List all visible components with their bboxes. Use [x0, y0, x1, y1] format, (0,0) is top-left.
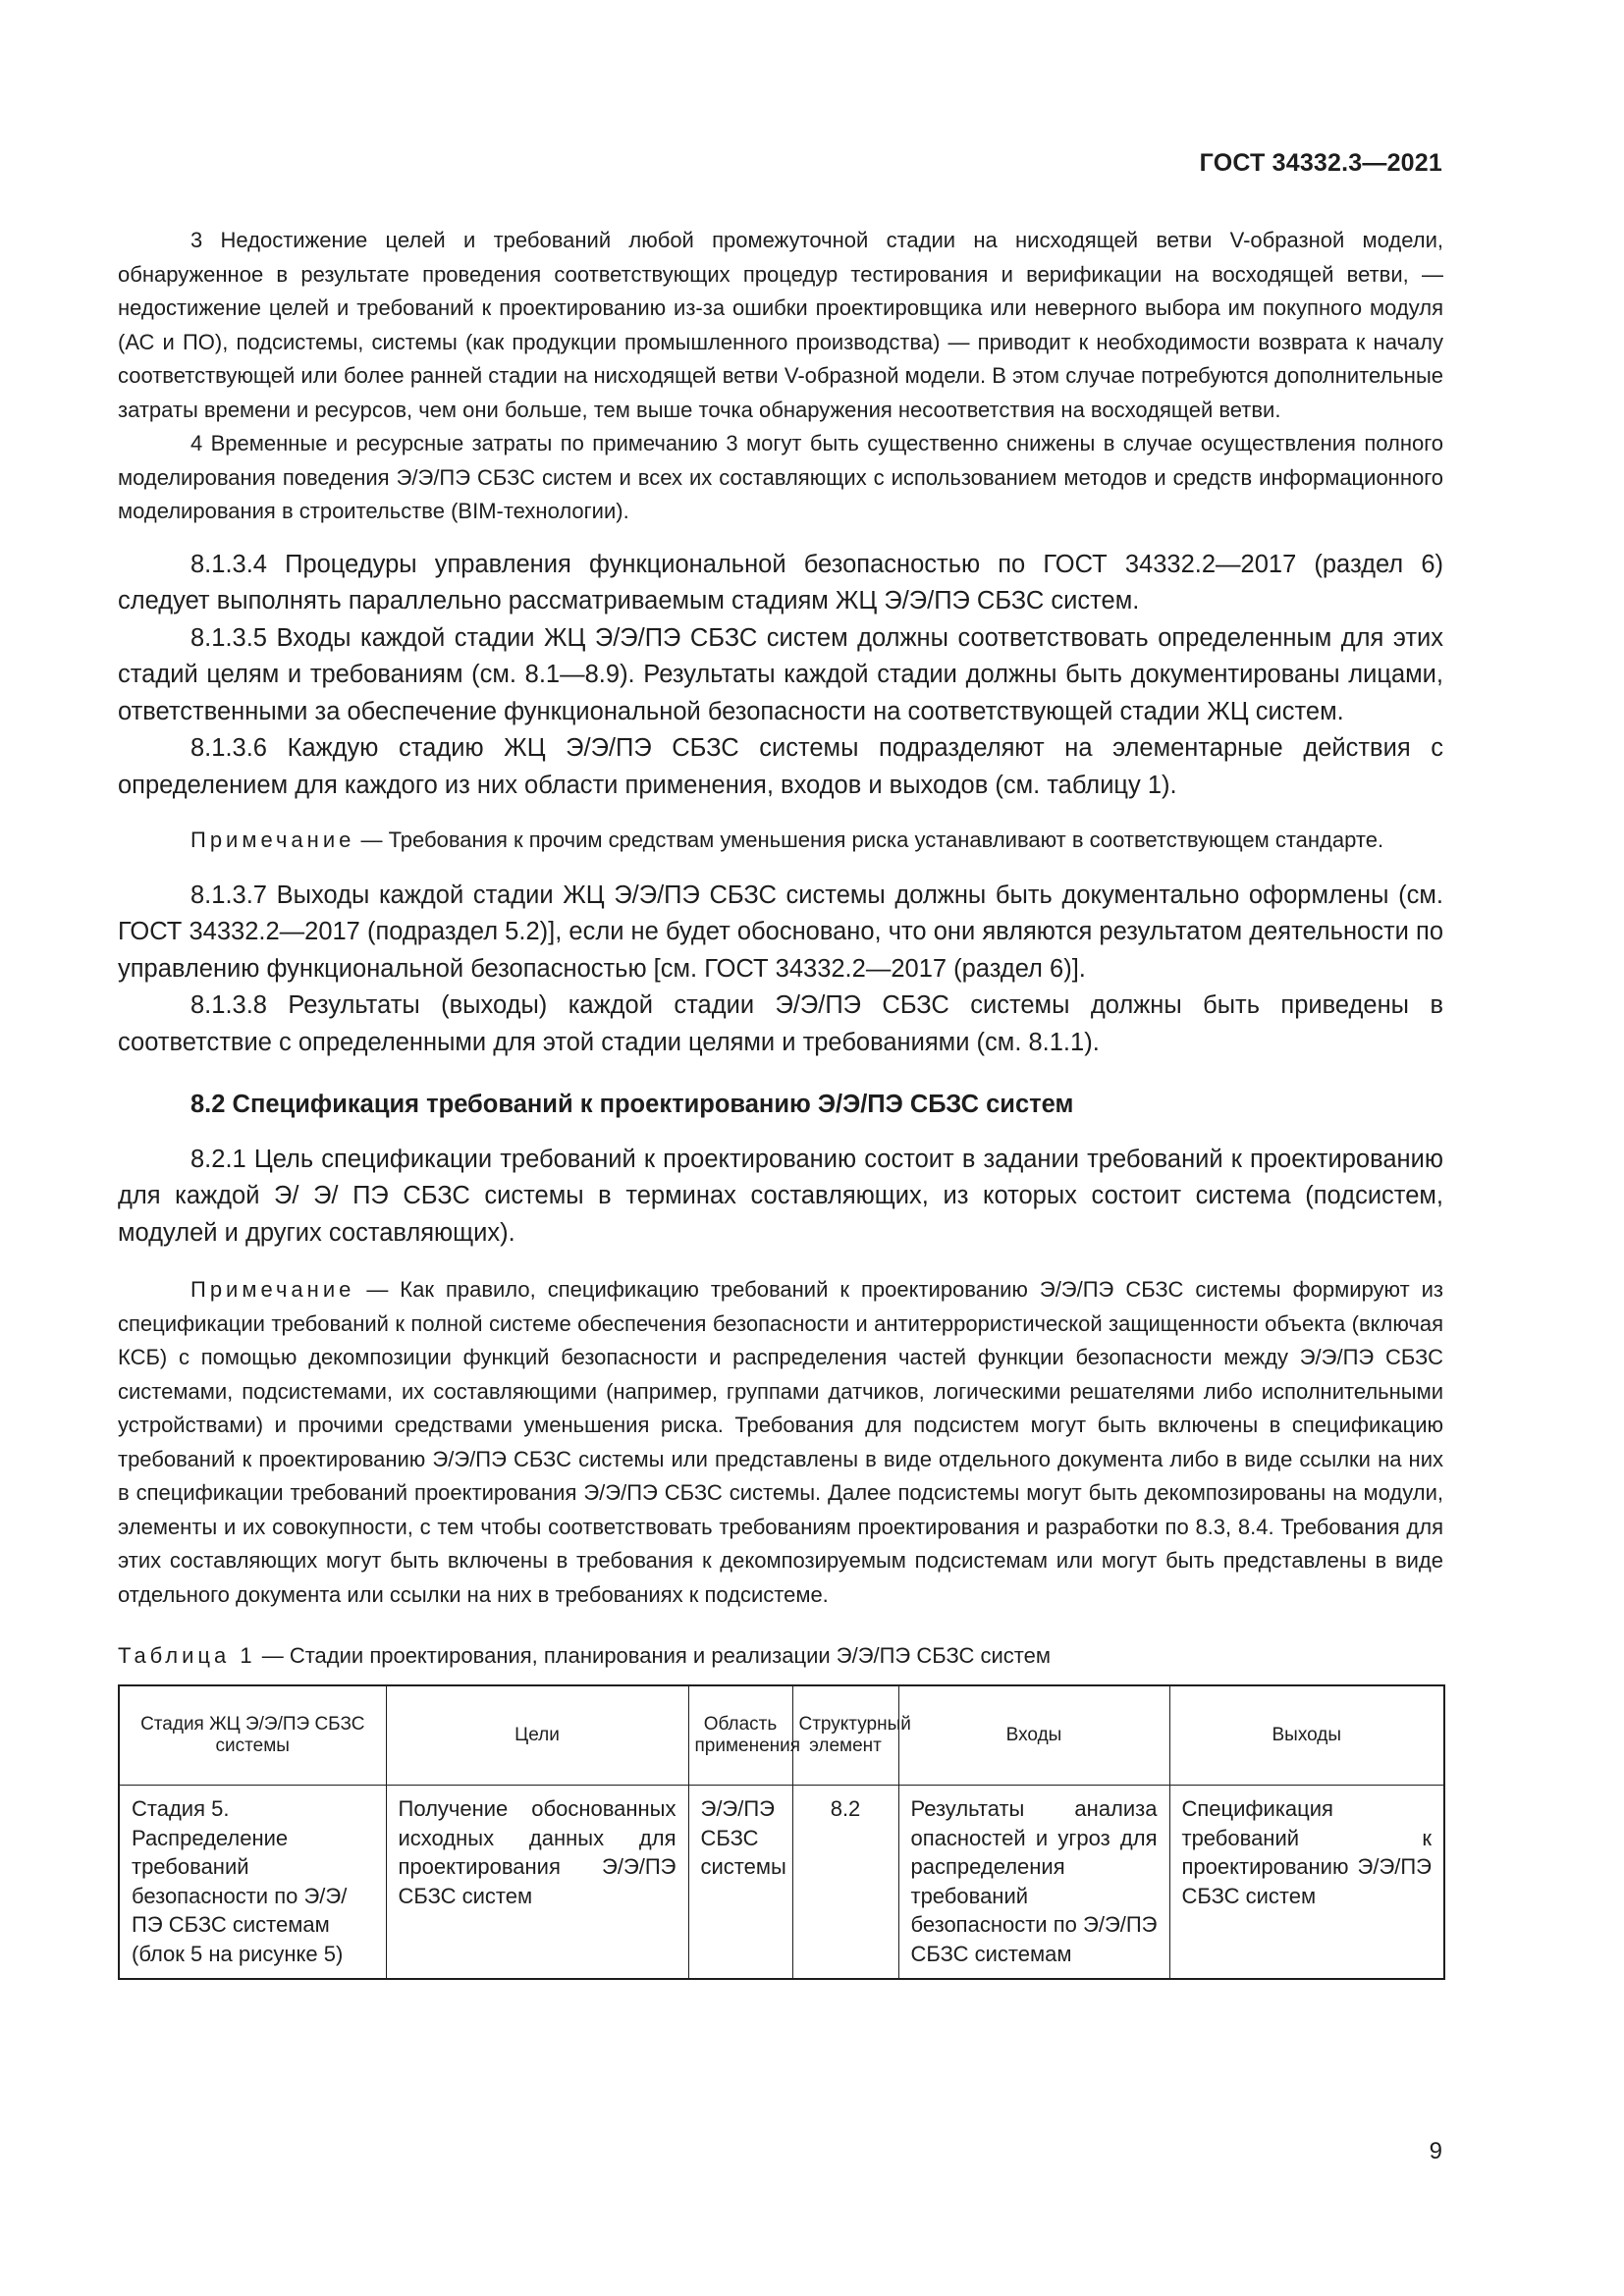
cell-stage: Стадия 5. Распределение требований безопасности по Э/Э/ПЭ СБЗС системам (блок 5 на рисунке 5)	[119, 1786, 386, 1980]
cell-element: 8.2	[792, 1786, 898, 1980]
header-scope: Область применения	[688, 1685, 792, 1786]
note-label: Примечание	[190, 1277, 355, 1302]
page-number: 9	[1429, 2138, 1442, 2164]
page-content	[118, 224, 1443, 1980]
table-caption-text: — Стадии проектирования, планирования и реализации Э/Э/ПЭ СБЗС систем	[255, 1643, 1051, 1668]
header-element: Структурный элемент	[792, 1685, 898, 1786]
clause-8-1-3-5: 8.1.3.5 Входы каждой стадии ЖЦ Э/Э/ПЭ СБЗС систем должны соответствовать определенным для этих стадий целям и требованиям (см. 8.1—8.9). Результаты каждой стадии должны быть документированы лицами, ответственными за обеспечение функциональной безопасности на соответствующей стадии ЖЦ систем.	[118, 623, 1443, 725]
cell-outputs: Спецификация требований к проектированию Э/Э/ПЭ СБЗС систем	[1169, 1786, 1444, 1980]
document-id-header: ГОСТ 34332.3—2021	[1199, 149, 1442, 177]
clause-8-1-3-4: 8.1.3.4 Процедуры управления функциональной безопасностью по ГОСТ 34332.2—2017 (раздел 6) следует выполнять параллельно рассматриваемым стадиям ЖЦ Э/Э/ПЭ СБЗС систем.	[118, 550, 1443, 614]
table-caption-label: Таблица 1	[118, 1643, 256, 1668]
clause-8-1-3-6: 8.1.3.6 Каждую стадию ЖЦ Э/Э/ПЭ СБЗС системы подразделяют на элементарные действия с определением для каждого из них области применения, входов и выходов (см. таблицу 1).	[118, 734, 1443, 799]
cell-goals: Получение обоснованных исходных данных для проектирования Э/Э/ПЭ СБЗС систем	[386, 1786, 688, 1980]
cell-inputs: Результаты анализа опасностей и угроз для распределения требований безопасности по Э/Э/ПЭ СБЗС системам	[898, 1786, 1169, 1980]
header-goals: Цели	[386, 1685, 688, 1786]
clause-8-1-3-8: 8.1.3.8 Результаты (выходы) каждой стадии Э/Э/ПЭ СБЗС системы должны быть приведены в соответствие с определенными для этой стадии целями и требованиями (см. 8.1.1).	[118, 991, 1443, 1056]
note-3: 3 Недостижение целей и требований любой промежуточной стадии на нисходящей ветви V-образной модели, обнаруженное в результате проведения соответствующих процедур тестирования и верификации на восходящей ветви, — недостижение целей и требований к проектированию из-за ошибки проектировщика или неверного выбора им покупного модуля (АС и ПО), подсистемы, системы (как продукции промышленного производства) — приводит к необходимости возврата к началу соответствующей или более ранней стадии на нисходящей ветви V-образной модели. В этом случае потребуются дополнительные затраты времени и ресурсов, чем они больше, тем выше точка обнаружения несоответствия на восходящей ветви.	[118, 228, 1443, 422]
clause-8-1-3-7: 8.1.3.7 Выходы каждой стадии ЖЦ Э/Э/ПЭ СБЗС системы должны быть документально оформлены (см. ГОСТ 34332.2—2017 (подраздел 5.2)], если не будет обосновано, что они являются результатом деятельности по управлению функциональной безопасностью [см. ГОСТ 34332.2—2017 (раздел 6)].	[118, 881, 1443, 983]
table-row	[119, 1786, 1444, 1980]
note-label: Примечание	[190, 828, 355, 852]
table-header-row	[119, 1685, 1444, 1786]
note-clause-8-1-3-6	[118, 824, 1443, 858]
header-inputs: Входы	[898, 1685, 1169, 1786]
header-stage: Стадия ЖЦ Э/Э/ПЭ СБЗС системы	[119, 1685, 386, 1786]
table-1	[118, 1684, 1445, 1980]
clause-8-2-1: 8.2.1 Цель спецификации требований к проектированию состоит в задании требований к проектированию для каждой Э/ Э/ ПЭ СБЗС системы в терминах составляющих, из которых состоит система (подсистем, модулей и других составляющих).	[118, 1145, 1443, 1247]
note-4: 4 Временные и ресурсные затраты по примечанию 3 могут быть существенно снижены в случае осуществления полного моделирования поведения Э/Э/ПЭ СБЗС систем и всех их составляющих с использованием методов и средств информационного моделирования в строительстве (BIM-технологии).	[118, 431, 1443, 523]
section-heading-8-2: 8.2 Спецификация требований к проектированию Э/Э/ПЭ СБЗС систем	[190, 1091, 1074, 1118]
cell-scope: Э/Э/ПЭ СБЗС системы	[688, 1786, 792, 1980]
header-outputs: Выходы	[1169, 1685, 1444, 1786]
note-text: — Требования к прочим средствам уменьшения риска устанавливают в соответствующем стандарте.	[354, 828, 1384, 852]
note-text: — Как правило, спецификацию требований к проектированию Э/Э/ПЭ СБЗС системы формируют из спецификации требований к полной системе обеспечения безопасности и антитеррористической защищенности объекта (включая КСБ) с помощью декомпозиции функций безопасности и распределения частей функции безопасности между Э/Э/ПЭ СБЗС системами, подсистемами, их составляющими (например, группами датчиков, логическими решателями либо исполнительными устройствами) и прочими средствами уменьшения риска. Требования для подсистем могут быть включены в спецификацию требований к проектированию Э/Э/ПЭ СБЗС системы или представлены в виде отдельного документа либо в виде ссылки на них в спецификации требований проектирования Э/Э/ПЭ СБЗС системы. Далее подсистемы могут быть декомпозированы на модули, элементы и их совокупности, с тем чтобы соответствовать требованиям проектирования и разработки по 8.3, 8.4. Требования для этих составляющих могут быть включены в требования к декомпозируемым подсистемам или могут быть представлены в виде отдельного документа или ссылки на них в требованиях к подсистеме.	[118, 1277, 1443, 1607]
note-clause-8-2-1	[118, 1273, 1443, 1612]
table-caption	[118, 1641, 1443, 1671]
